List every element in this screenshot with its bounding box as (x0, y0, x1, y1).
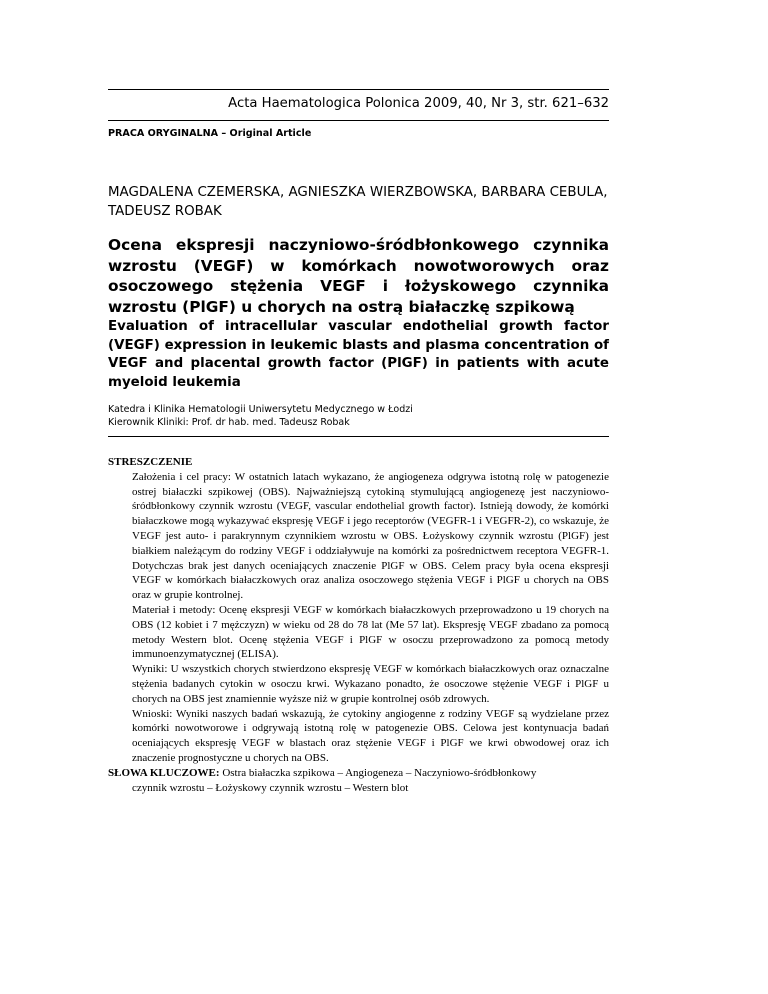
affiliation-rule (108, 436, 609, 437)
affiliation-head: Kierownik Kliniki: Prof. dr hab. med. Tadeusz Robak (108, 416, 350, 428)
authors-line-1: MAGDALENA CZEMERSKA, AGNIESZKA WIERZBOWSKA, BARBARA CEBULA, (108, 185, 608, 200)
authors-line-2: TADEUSZ ROBAK (108, 204, 222, 219)
article-type-label: PRACA ORYGINALNA – Original Article (108, 128, 312, 139)
abstract-paragraph-aims: Założenia i cel pracy: W ostatnich latach wykazano, że angiogeneza odgrywa istotną rolę w patogenezie ostrej białaczki szpikowej (OBS). Najważniejszą cytokiną stymulującą angiogenezę jest naczyniowo-śródbłonkowy czynnik wzrostu (VEGF, vascular endothelial growth factor). Istnieją dowody, że komórki białaczkowe mogą wykazywać ekspresję VEGF i jego receptorów (VEGFR-1 i VEGFR-2), co wskazuje, że VEGF jest auto- i parakrynnym czynnikiem wzrostu w OBS. Łożyskowy czynnik wzrostu (PlGF) jest białkiem należącym do rodziny VEGF i oddziaływuje na komórki za pośrednictwem receptora VEGFR-1. Dotychczas brak jest danych oceniających znaczenie PlGF w OBS. Celem pracy była ocena ekspresji VEGF w komórkach białaczkowych oraz analiza osoczowego stężenia VEGF i PlGF u chorych na OBS oraz w grupie kontrolnej. (132, 470, 609, 602)
title-polish: Ocena ekspresji naczyniowo-śródbłonkowego czynnika wzrostu (VEGF) w komórkach nowotworowych oraz osoczowego stężenia VEGF i łożyskowego czynnika wzrostu (PlGF) u chorych na ostrą białaczkę szpikową (108, 236, 609, 316)
abstract-heading: STRESZCZENIE (108, 456, 193, 468)
header-rule (108, 120, 609, 121)
journal-citation: Acta Haematologica Polonica 2009, 40, Nr 3, str. 621–632 (228, 96, 609, 111)
title-english: Evaluation of intracellular vascular endothelial growth factor (VEGF) expression in leukemic blasts and plasma concentration of VEGF and placental growth factor (PlGF) in patients with acute myeloid leukemia (108, 319, 609, 390)
authors (108, 183, 613, 221)
abstract (108, 455, 609, 795)
keywords-label: SŁOWA KLUCZOWE: (108, 766, 220, 779)
keywords-line-2: czynnik wzrostu – Łożyskowy czynnik wzrostu – Western blot (132, 781, 409, 794)
top-rule (108, 89, 609, 90)
affiliation-department: Katedra i Klinika Hematologii Uniwersytetu Medycznego w Łodzi (108, 404, 413, 415)
abstract-paragraph-conclusions: Wnioski: Wyniki naszych badań wskazują, że cytokiny angiogenne z rodziny VEGF są wydzielane przez komórki nowotworowe i odgrywają istotną rolę w patogenezie OBS. Celowa jest kontynuacja badań oceniających ekspresję VEGF w blastach oraz stężenie VEGF i PlGF we krwi obwodowej oraz ich znaczenie prognostyczne u chorych na OBS. (132, 707, 609, 764)
abstract-paragraph-methods: Materiał i metody: Ocenę ekspresji VEGF w komórkach białaczkowych przeprowadzono u 19 chorych na OBS (12 kobiet i 7 mężczyzn) w wieku od 28 do 78 lat (Me 57 lat). Ekspresję VEGF zbadano za pomocą metody Western blot. Ocenę stężenia VEGF i PlGF w osoczu przeprowadzono za pomocą metody immunoenzymatycznej (ELISA). (132, 603, 609, 661)
affiliation (108, 404, 609, 429)
keywords-line-1: Ostra białaczka szpikowa – Angiogeneza – Naczyniowo-śródbłonkowy (222, 766, 537, 779)
abstract-paragraph-results: Wyniki: U wszystkich chorych stwierdzono ekspresję VEGF w komórkach białaczkowych oraz oznaczalne stężenia badanych cytokin w osoczu krwi. Wykazano ponadto, że osoczowe stężenie VEGF i PlGF u chorych na OBS jest znamiennie wyższe niż w grupie kontrolnej osób zdrowych. (132, 663, 609, 705)
keywords (108, 766, 609, 781)
